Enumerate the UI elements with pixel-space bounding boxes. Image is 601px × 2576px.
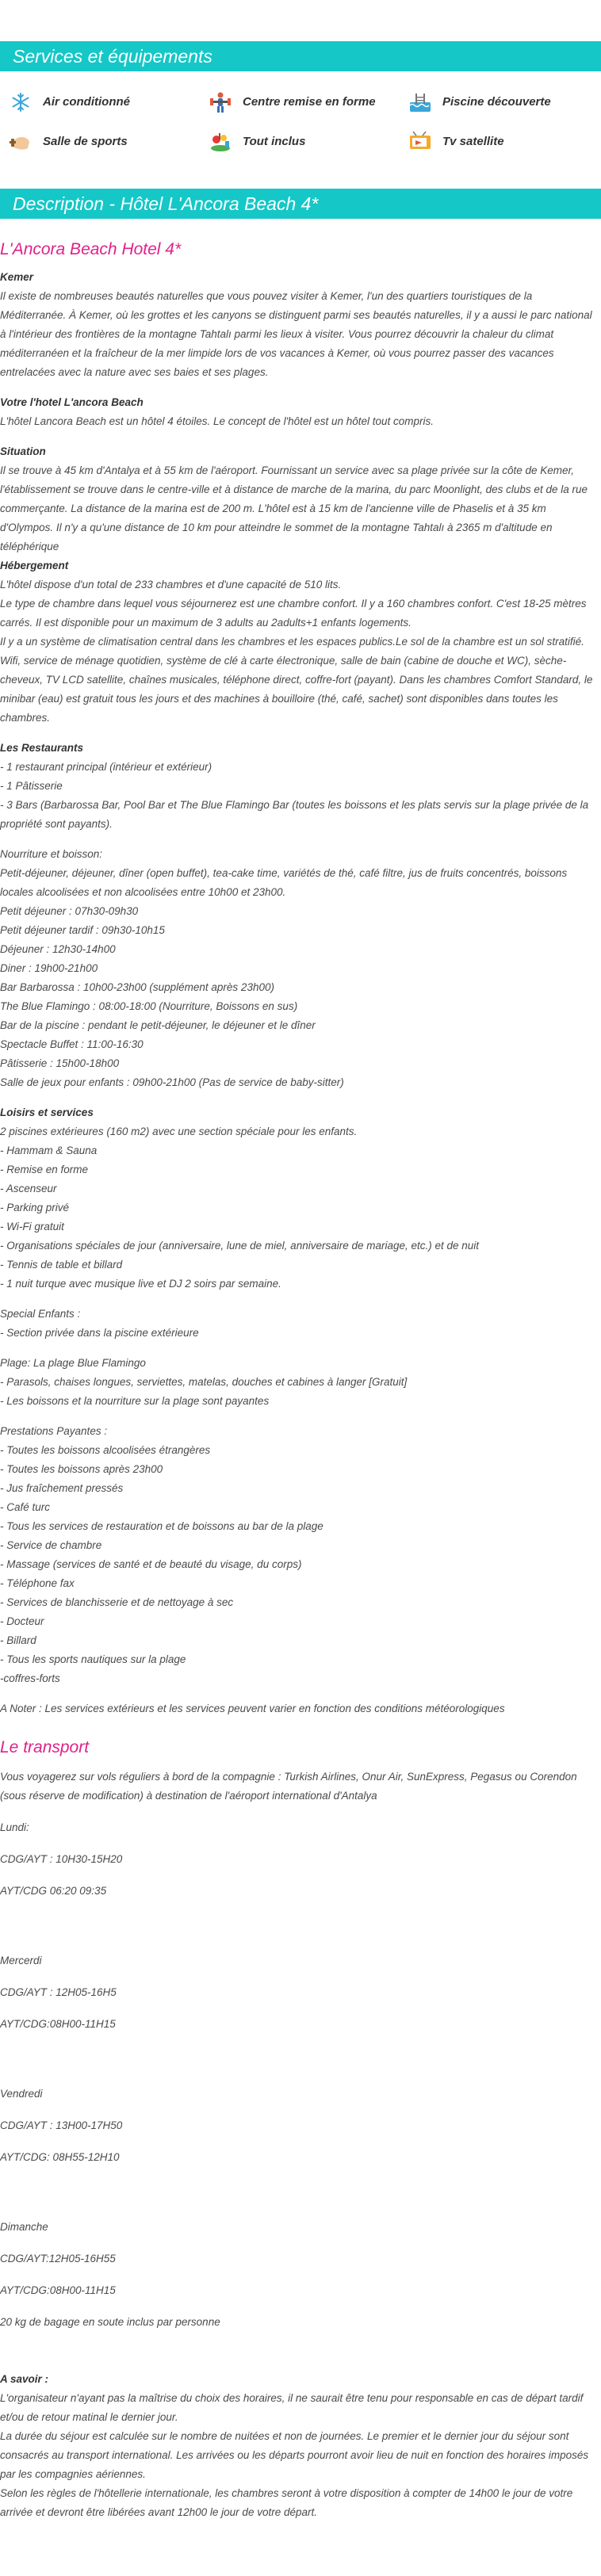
savoir-line: L'organisateur n'ayant pas la maîtrise du choix des horaires, il ne saurait être tenu pour responsable en cas de départ tardif et/ou de retour matinal le dernier jour. [0, 2392, 584, 2423]
flight-return: AYT/CDG: 08H55-12H10 [0, 2151, 120, 2163]
payantes-line: - Toutes les boissons après 23h00 [0, 1463, 163, 1475]
payantes-line: - Téléphone fax [0, 1577, 75, 1589]
nourriture-line: Petit déjeuner tardif : 09h30-10h15 [0, 924, 165, 936]
loisirs-line: - Parking privé [0, 1202, 70, 1213]
equipment-label: Tv satellite [442, 135, 504, 148]
nourriture-line: Petit déjeuner : 07h30-09h30 [0, 905, 139, 917]
votre-hotel-text: L'hôtel Lancora Beach est un hôtel 4 étoiles. Le concept de l'hôtel est un hôtel tout compris. [0, 415, 434, 427]
flight-return: AYT/CDG:08H00-11H15 [0, 2018, 116, 2030]
nourriture-line: Bar Barbarossa : 10h00-23h00 (supplément après 23h00) [0, 981, 274, 993]
nourriture-line: Bar de la piscine : pendant le petit-déjeuner, le déjeuner et le dîner [0, 1019, 316, 1031]
transport-intro: Vous voyagerez sur vols réguliers à bord de la compagnie : Turkish Airlines, Onur Air, SunExpress, Pegasus ou Corendon (sous réserve de modification) à destination de l'aéroport international d'Antalya [0, 1771, 577, 1802]
votre-hotel-section [0, 393, 599, 431]
nourriture-line: Salle de jeux pour enfants : 09h00-21h00 (Pas de service de baby-sitter) [0, 1076, 344, 1088]
kemer-heading: Kemer [0, 271, 34, 283]
payantes-line: - Tous les services de restauration et de boissons au bar de la plage [0, 1520, 323, 1532]
equipment-label: Tout inclus [243, 135, 306, 148]
page [0, 41, 601, 2546]
flight-outbound: CDG/AYT : 13H00-17H50 [0, 2119, 123, 2131]
nourriture-line: Diner : 19h00-21h00 [0, 962, 98, 974]
payantes-section [0, 1422, 599, 1688]
loisirs-line: - 1 nuit turque avec musique live et DJ 2 soirs par semaine. [0, 1278, 281, 1290]
plage-line: - Les boissons et la nourriture sur la plage sont payantes [0, 1395, 270, 1407]
spacer [0, 2034, 599, 2072]
flight-return: AYT/CDG 06:20 09:35 [0, 1885, 107, 1897]
nourriture-line: The Blue Flamingo : 08:00-18:00 (Nourriture, Boissons en sus) [0, 1000, 298, 1012]
transport-title: Le transport [0, 1738, 90, 1756]
snowflake-icon [8, 90, 33, 114]
equipments-title: Services et équipements [13, 46, 212, 67]
payantes-line: - Massage (services de santé et de beauté du visage, du corps) [0, 1558, 302, 1570]
savoir-heading: A savoir : [0, 2373, 49, 2385]
equipment-gym [8, 130, 208, 154]
payantes-line: - Service de chambre [0, 1539, 102, 1551]
loisirs-line: - Ascenseur [0, 1183, 57, 1194]
tv-icon [408, 130, 433, 154]
restaurants-line: - 3 Bars (Barbarossa Bar, Pool Bar et The Blue Flamingo Bar (toutes les boissons et les plats servis sur la plage privée de la propriété sont payants). [0, 799, 589, 830]
savoir-line: Selon les règles de l'hôtellerie internationale, les chambres seront à votre disposition à compter de 14h00 le jour de votre arrivée et devront être libérées avant 12h00 le jour de votre départ. [0, 2487, 573, 2518]
kemer-text: Il existe de nombreuses beautés naturelles que vous pouvez visiter à Kemer, l'un des quartiers touristiques de la Méditerranée. À Kemer, où les grottes et les canyons se distinguent parmi ses beautés naturelles, il y a aussi le parc national à l'intérieur des frontières de la montagne Tahtalı parmi les lieux à visiter. Vous pourrez découvrir la chaleur du climat méditerranéen et la fraîcheur de la mer limpide lors de vos vacances à Kemer, où vous pourrez passer des vacances entrelacées avec la nature avec ses baies et ses plages. [0, 290, 592, 378]
payantes-line: -coffres-forts [0, 1672, 60, 1684]
nourriture-line: Pâtisserie : 15h00-18h00 [0, 1057, 120, 1069]
description-bar [0, 189, 601, 219]
description-title: Description - Hôtel L'Ancora Beach 4* [13, 193, 319, 214]
payantes-line: - Jus fraîchement pressés [0, 1482, 124, 1494]
loisirs-line: - Organisations spéciales de jour (anniversaire, lune de miel, anniversaire de mariage, etc.) et de nuit [0, 1240, 480, 1252]
payantes-line: - Docteur [0, 1615, 44, 1627]
enfants-section [0, 1305, 599, 1343]
loisirs-heading: Loisirs et services [0, 1106, 94, 1118]
equipment-outdoor-pool [408, 90, 601, 114]
nourriture-section [0, 845, 599, 1092]
flight-day: Lundi: [0, 1821, 29, 1833]
description-content [0, 238, 601, 2522]
equipment-label: Air conditionné [43, 95, 130, 109]
baggage-info: 20 kg de bagage en soute inclus par personne [0, 2316, 220, 2328]
payantes-line: - Café turc [0, 1501, 51, 1513]
enfants-line: Special Enfants : [0, 1308, 81, 1320]
situation-text: Il se trouve à 45 km d'Antalya et à 55 km de l'aéroport. Fournissant un service avec sa plage privée sur la côte de Kemer, l'établissement se trouve dans le centre-ville et à distance de marche de la marina, du parc Moonlight, des clubs et de la rue commerçante. La distance de la marina est de 200 m. L'hôtel est à 15 km de l'ancienne ville de Phaselis et à 35 km d'Olympos. Il n'y a qu'une distance de 10 km pour atteindre le sommet de la montagne Tahtalı à 2365 m d'altitude en téléphérique [0, 464, 588, 552]
equipment-label: Salle de sports [43, 135, 128, 148]
restaurants-line: - 1 restaurant principal (intérieur et extérieur) [0, 761, 212, 773]
nourriture-line: Petit-déjeuner, déjeuner, dîner (open buffet), tea-cake time, variétés de thé, café filtre, jus de fruits concentrés, boissons locales alcoolisées et non alcoolisées entre 10h00 et 23h00. [0, 867, 568, 898]
flight-outbound: CDG/AYT:12H05-16H55 [0, 2253, 116, 2265]
hebergement-line: Il y a un système de climatisation central dans les chambres et les espaces publics.Le sol de la chambre est un sol stratifié. Wifi, service de ménage quotidien, système de clé à carte électronique, salle de bain (cabine de douche et WC), sèche-cheveux, TV LCD satellite, chaînes musicales, téléphone direct, coffre-fort (payant). Dans les chambres Comfort Standard, le minibar (eau) est gratuit tous les jours et des machines à bouilloire (thé, café, sachet) sont disponibles dans toutes les chambres. [0, 636, 593, 724]
votre-hotel-heading: Votre l'hotel L'ancora Beach [0, 396, 144, 408]
equipment-air-conditioning [8, 90, 208, 114]
plage-line: Plage: La plage Blue Flamingo [0, 1357, 146, 1369]
equipment-label: Centre remise en forme [243, 95, 376, 109]
loisirs-line: 2 piscines extérieures (160 m2) avec une section spéciale pour les enfants. [0, 1126, 358, 1137]
equipment-label: Piscine découverte [442, 95, 551, 109]
restaurants-line: - 1 Pâtisserie [0, 780, 63, 792]
spacer [0, 1901, 599, 1939]
situation-heading: Situation [0, 445, 46, 457]
payantes-line: - Services de blanchisserie et de nettoyage à sec [0, 1596, 234, 1608]
savoir-line: La durée du séjour est calculée sur le nombre de nuitées et non de journées. Le premier et le dernier jour du séjour sont consacrés au transport international. Les arrivées ou les départs pourront avoir lieu de nuit en fonction des horaires imposés par les compagnies aériennes. [0, 2430, 589, 2480]
spacer [0, 2167, 599, 2205]
pool-icon [408, 90, 433, 114]
restaurants-heading: Les Restaurants [0, 742, 84, 754]
loisirs-line: - Hammam & Sauna [0, 1145, 98, 1156]
payantes-line: - Toutes les boissons alcoolisées étrangères [0, 1444, 211, 1456]
plage-section [0, 1354, 599, 1411]
flight-day: Dimanche [0, 2221, 48, 2233]
loisirs-line: - Wi-Fi gratuit [0, 1221, 64, 1233]
payantes-line: - Billard [0, 1634, 36, 1646]
plage-line: - Parasols, chaises longues, serviettes, matelas, douches et cabines à langer [Gratuit] [0, 1376, 408, 1388]
equipment-satellite-tv [408, 130, 601, 154]
enfants-line: - Section privée dans la piscine extérieure [0, 1327, 199, 1339]
loisirs-line: - Tennis de table et billard [0, 1259, 123, 1271]
payantes-line: - Tous les sports nautiques sur la plage [0, 1653, 186, 1665]
equipment-fitness-center [208, 90, 408, 114]
equipments-bar [0, 41, 601, 71]
restaurants-section [0, 739, 599, 834]
loisirs-section [0, 1103, 599, 1294]
nourriture-line: Déjeuner : 12h30-14h00 [0, 943, 116, 955]
gym-icon [8, 130, 33, 154]
spacer [0, 2332, 599, 2370]
loisirs-line: - Remise en forme [0, 1164, 89, 1175]
all-inclusive-icon [208, 130, 233, 154]
flight-outbound: CDG/AYT : 12H05-16H5 [0, 1986, 117, 1998]
nourriture-line: Spectacle Buffet : 11:00-16:30 [0, 1038, 144, 1050]
hotel-title: L'Ancora Beach Hotel 4* [0, 240, 182, 258]
equipment-all-inclusive [208, 130, 408, 154]
flight-day: Vendredi [0, 2088, 43, 2100]
flight-outbound: CDG/AYT : 10H30-15H20 [0, 1853, 123, 1865]
hebergement-heading: Hébergement [0, 560, 69, 571]
nourriture-line: Nourriture et boisson: [0, 848, 103, 860]
note-text: A Noter : Les services extérieurs et les services peuvent varier en fonction des conditions météorologiques [0, 1703, 505, 1714]
fitness-icon [208, 90, 233, 114]
transport-section [0, 1768, 599, 2522]
flight-day: Mercerdi [0, 1955, 42, 1966]
situation-section [0, 442, 599, 728]
hebergement-line: Le type de chambre dans lequel vous séjournerez est une chambre confort. Il y a 160 chambres confort. C'est 18-25 mètres carrés. Il est disponible pour un maximum de 3 adults au 2adults+1 enfants logements. [0, 598, 587, 629]
hebergement-line: L'hôtel dispose d'un total de 233 chambres et d'une capacité de 510 lits. [0, 579, 342, 590]
payantes-line: Prestations Payantes : [0, 1425, 108, 1437]
kemer-section [0, 268, 599, 382]
equipments-grid [0, 71, 601, 154]
flight-return: AYT/CDG:08H00-11H15 [0, 2284, 116, 2296]
note-section [0, 1699, 599, 1718]
